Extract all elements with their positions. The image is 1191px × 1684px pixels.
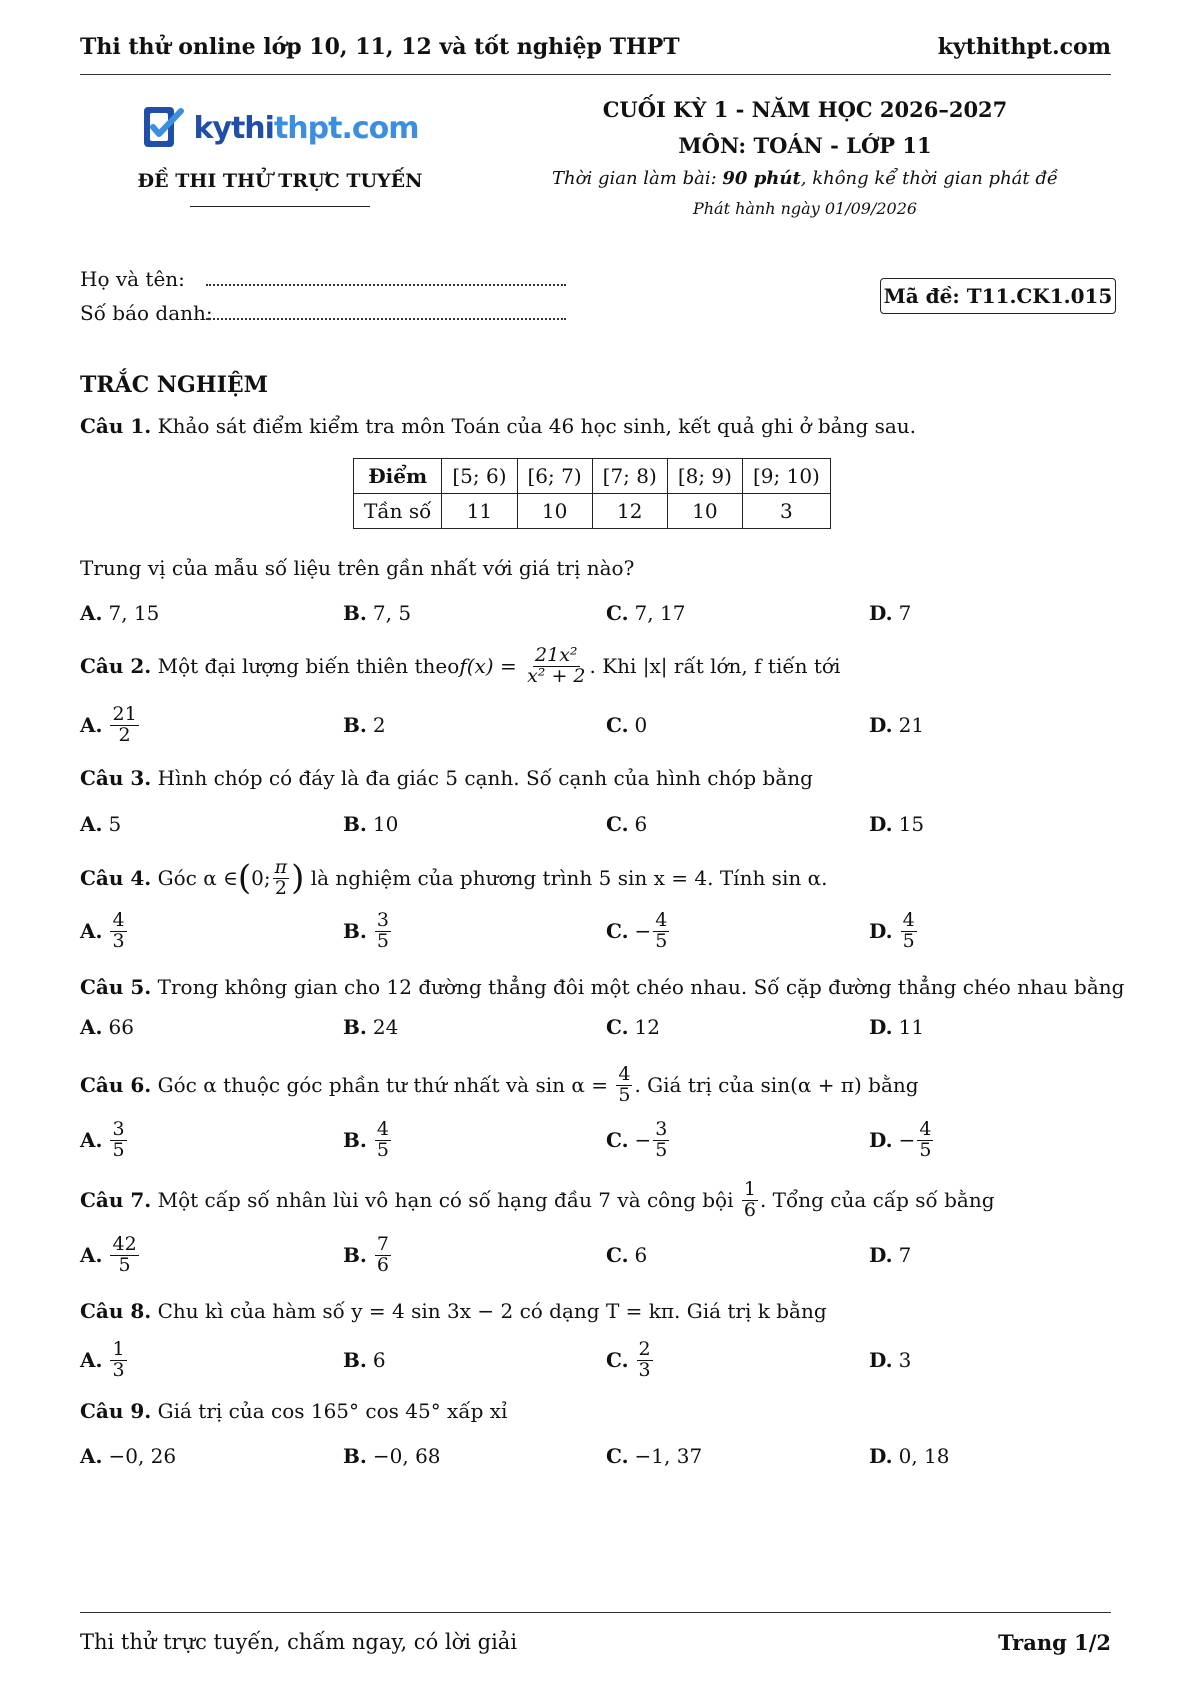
answer-option-c[interactable] [606,700,647,750]
option-label: C. [606,1128,629,1152]
question-text: Trong không gian cho 12 đường thẳng đôi một chéo nhau. Số cặp đường thẳng chéo nhau bằng [157,975,1125,999]
denominator: 5 [376,929,389,952]
answer-options-q4 [80,906,1120,956]
site-logo[interactable] [110,100,450,156]
answer-option-b[interactable] [343,588,411,638]
fraction [110,702,138,746]
option-label: A. [80,1243,103,1267]
option-value: 15 [898,812,925,836]
subtitle-rule [190,206,370,207]
denominator: 3 [112,929,125,952]
option-label: A. [80,1348,103,1372]
logo-part-2: thpt.com [273,110,419,146]
denominator: 5 [118,1253,131,1276]
function-expr: f(x) = [459,654,517,678]
fraction [653,908,669,952]
answer-option-d[interactable] [869,1115,935,1165]
id-label: Số báo danh: [80,301,213,325]
fraction [917,1117,933,1161]
close-paren: ) [291,858,305,898]
answer-option-d[interactable] [869,799,924,849]
option-label: D. [869,1128,893,1152]
exam-type-subtitle: ĐỀ THI THỬ TRỰC TUYẾN [137,170,423,192]
question-text: Khảo sát điểm kiểm tra môn Toán của 46 học sinh, kết quả ghi ở bảng sau. [157,414,917,438]
numerator: 42 [112,1232,137,1255]
option-label: C. [606,1348,629,1372]
question-text: Góc α thuộc góc phần tư thứ nhất và sin α = [157,1073,608,1097]
option-value: 3 [898,1348,912,1372]
option-label: D. [869,1348,893,1372]
numerator: 21 [112,702,137,725]
answer-option-b[interactable] [343,1335,386,1385]
answer-option-a[interactable] [80,1002,134,1052]
option-value: 11 [898,1015,925,1039]
id-field-row [80,296,566,330]
option-value: 7, 17 [634,601,686,625]
answer-options-q8 [80,1335,1120,1385]
denominator: x² + 2 [527,664,586,687]
header-left-text: Thi thử online lớp 10, 11, 12 và tốt nghiệp THPT [80,34,680,60]
option-value: 24 [372,1015,399,1039]
numerator: 4 [618,1062,631,1085]
fraction [742,1177,758,1221]
question-number: Câu 3. [80,766,152,790]
question-text: Một đại lượng biến thiên theo [157,654,460,678]
table-cell: [6; 7) [517,459,592,494]
option-label: D. [869,1444,893,1468]
numerator: 4 [655,908,668,931]
answer-option-c[interactable] [606,1002,660,1052]
question-text: Chu kì của hàm số y = 4 sin 3x − 2 có dạng T = kπ. Giá trị k bằng [157,1299,827,1323]
option-label: D. [869,601,893,625]
question-3 [80,766,1131,790]
question-9 [80,1399,1131,1423]
logo-block [110,100,450,207]
option-label: C. [606,1243,629,1267]
option-value: 7 [898,601,912,625]
denominator: 5 [655,1138,668,1161]
answer-option-a[interactable] [80,588,159,638]
question-5 [80,975,1131,999]
table-cell: [7; 8) [592,459,667,494]
table-cell: 3 [742,494,830,529]
table-cell: [8; 9) [667,459,742,494]
logo-checkmark-icon [141,103,187,153]
option-value: 6 [634,1243,648,1267]
name-field-row [80,262,566,296]
answer-option-b[interactable] [343,700,386,750]
question-6 [80,1057,1131,1113]
numerator: 4 [376,1117,389,1140]
option-sign: − [634,1128,652,1152]
duration-suffix: , không kể thời gian phát đề [800,168,1058,189]
question-text-tail: . Giá trị của sin(α + π) bằng [634,1073,919,1097]
numerator: 3 [376,908,389,931]
answer-option-c[interactable] [606,1230,647,1280]
answer-option-c[interactable] [606,799,647,849]
denominator: 5 [919,1138,932,1161]
header-site-link[interactable]: kythithpt.com [937,34,1111,60]
answer-option-a[interactable] [80,906,129,956]
fraction [525,643,587,687]
option-sign: − [634,919,652,943]
answer-option-a[interactable] [80,1335,129,1385]
option-label: C. [606,812,629,836]
option-label: C. [606,713,629,737]
question-number: Câu 6. [80,1073,152,1097]
footer-rule [80,1612,1111,1613]
question-text: Một cấp số nhân lùi vô hạn có số hạng đầu 7 và công bội [157,1188,734,1212]
answer-option-c[interactable] [606,1431,702,1481]
answer-options-q2 [80,700,1120,750]
table-cell: [9; 10) [742,459,830,494]
name-input-line[interactable] [206,266,566,286]
denominator: 2 [118,723,131,746]
fraction [616,1062,632,1106]
answer-option-b[interactable] [343,1115,393,1165]
answer-option-c[interactable] [606,906,671,956]
exam-title: CUỐI KỲ 1 - NĂM HỌC 2026–2027 [602,97,1008,122]
option-label: A. [80,713,103,737]
exam-release-date: Phát hành ngày 01/09/2026 [692,199,918,218]
option-value: 7, 15 [108,601,160,625]
answer-option-a[interactable] [80,1230,141,1280]
option-value: 21 [898,713,925,737]
answer-option-b[interactable] [343,906,393,956]
answer-option-c[interactable] [606,588,685,638]
answer-option-d[interactable] [869,1230,911,1280]
option-value: 0 [634,713,648,737]
answer-options-q7 [80,1230,1120,1280]
option-label: A. [80,1444,103,1468]
option-value: 2 [372,713,386,737]
option-value: 7, 5 [372,601,412,625]
option-value: −0, 68 [372,1444,441,1468]
answer-option-d[interactable] [869,1002,924,1052]
option-label: A. [80,1128,103,1152]
option-label: D. [869,919,893,943]
question-number: Câu 4. [80,866,152,890]
running-header [80,20,1111,75]
page-number: Trang 1/2 [998,1630,1111,1655]
answer-options-q3 [80,799,1120,849]
answer-options-q9 [80,1431,1120,1481]
option-label: A. [80,812,103,836]
fraction [653,1117,669,1161]
option-value: 0, 18 [898,1444,950,1468]
page-footer [80,1630,1111,1655]
option-label: D. [869,812,893,836]
question-number: Câu 5. [80,975,152,999]
numerator: 4 [919,1117,932,1140]
fraction [110,1117,126,1161]
option-label: A. [80,601,103,625]
answer-options-q6 [80,1115,1120,1165]
logo-part-1: kythi [193,110,274,146]
numerator: 3 [655,1117,668,1140]
option-label: C. [606,919,629,943]
section-title: TRẮC NGHIỆM [80,372,268,398]
table-cell: 10 [667,494,742,529]
question-number: Câu 9. [80,1399,152,1423]
numerator: 1 [112,1337,125,1360]
exam-info-block [545,92,1065,218]
denominator: 6 [376,1253,389,1276]
option-value: 12 [634,1015,660,1039]
option-label: B. [343,1128,367,1152]
option-label: B. [343,713,367,737]
denominator: 6 [743,1198,756,1221]
table-cell: Tần số [354,494,442,529]
answer-option-b[interactable] [343,799,398,849]
answer-option-b[interactable] [343,1002,398,1052]
table-cell: 10 [517,494,592,529]
option-value: 6 [372,1348,386,1372]
option-label: B. [343,601,367,625]
table-cell: 11 [442,494,517,529]
option-label: A. [80,919,103,943]
option-label: D. [869,1243,893,1267]
denominator: 2 [274,876,287,899]
fraction [273,855,290,899]
denominator: 5 [112,1138,125,1161]
answer-option-c[interactable] [606,1115,671,1165]
question-number: Câu 2. [80,654,152,678]
question-7 [80,1172,1131,1228]
option-label: B. [343,919,367,943]
answer-option-c[interactable] [606,1335,655,1385]
fraction [375,1117,391,1161]
option-label: B. [343,1015,367,1039]
answer-option-b[interactable] [343,1230,393,1280]
fraction [110,1337,126,1381]
answer-option-a[interactable] [80,799,121,849]
interval-left: 0; [251,866,271,890]
candidate-fields [80,262,566,330]
fraction [110,1232,138,1276]
answer-option-a[interactable] [80,1115,129,1165]
option-label: A. [80,1015,103,1039]
table-cell: [5; 6) [442,459,517,494]
option-value: 66 [108,1015,134,1039]
answer-option-d[interactable] [869,1335,911,1385]
answer-options-q1 [80,588,1120,638]
numerator: 4 [112,908,125,931]
option-value: 10 [372,812,399,836]
table-cell: Điểm [354,459,442,494]
option-value: −1, 37 [634,1444,703,1468]
option-value: 7 [898,1243,912,1267]
question-8 [80,1299,1131,1323]
duration-value: 90 phút [722,168,801,189]
numerator: 21x² [535,643,578,666]
answer-option-b[interactable] [343,1431,441,1481]
question-number: Câu 8. [80,1299,152,1323]
question-text: Hình chóp có đáy là đa giác 5 cạnh. Số cạnh của hình chóp bằng [157,766,813,790]
numerator: 4 [902,908,915,931]
option-label: B. [343,812,367,836]
fraction [110,908,126,952]
answer-options-q5 [80,1002,1120,1052]
option-label: C. [606,1015,629,1039]
question-1-prompt: Trung vị của mẫu số liệu trên gần nhất với giá trị nào? [80,556,635,580]
denominator: 5 [376,1138,389,1161]
question-text-tail: . Tổng của cấp số bằng [759,1188,995,1212]
numerator: 2 [638,1337,651,1360]
fraction [901,908,917,952]
table-row [354,494,831,529]
option-label: B. [343,1348,367,1372]
option-label: C. [606,601,629,625]
denominator: 5 [902,929,915,952]
option-label: B. [343,1243,367,1267]
denominator: 3 [638,1358,651,1381]
question-text-tail: . Khi |x| rất lớn, f tiến tới [589,654,841,678]
option-label: C. [606,1444,629,1468]
question-text: Góc α ∈ [157,866,238,890]
answer-option-d[interactable] [869,700,924,750]
duration-prefix: Thời gian làm bài: [552,168,723,189]
exam-duration [545,168,1065,189]
fraction [375,908,391,952]
answer-option-a[interactable] [80,1431,176,1481]
fraction [375,1232,391,1276]
answer-option-d[interactable] [869,588,911,638]
question-text-tail: là nghiệm của phương trình 5 sin x = 4. Tính sin α. [310,866,828,890]
answer-option-d[interactable] [869,906,919,956]
table-cell: 12 [592,494,667,529]
exam-code-box: Mã đề: T11.CK1.015 [880,278,1116,314]
question-2 [80,638,1131,694]
open-paren: ( [237,858,252,898]
question-number: Câu 7. [80,1188,152,1212]
frequency-table [353,458,831,529]
logo-wordmark [193,111,418,146]
numerator: 1 [743,1177,756,1200]
answer-option-d[interactable] [869,1431,949,1481]
question-text: Giá trị của cos 165° cos 45° xấp xỉ [157,1399,508,1423]
numerator: 3 [112,1117,125,1140]
option-label: D. [869,1015,893,1039]
question-1 [80,414,1131,438]
numerator: 7 [376,1232,389,1255]
option-value: 6 [634,812,648,836]
footer-tagline: Thi thử trực tuyến, chấm ngay, có lời giải [80,1630,518,1654]
option-sign: − [898,1128,916,1152]
option-value: −0, 26 [108,1444,177,1468]
fraction [637,1337,653,1381]
numerator: π [274,855,288,878]
denominator: 3 [112,1358,125,1381]
id-input-line[interactable] [206,300,566,320]
denominator: 5 [618,1083,631,1106]
denominator: 5 [655,929,668,952]
question-4 [80,850,1131,906]
answer-option-a[interactable] [80,700,141,750]
table-row [354,459,831,494]
option-label: D. [869,713,893,737]
exam-subject: MÔN: TOÁN - LỚP 11 [678,133,932,158]
option-value: 5 [108,812,122,836]
name-label: Họ và tên: [80,267,185,291]
option-label: B. [343,1444,367,1468]
question-number: Câu 1. [80,414,152,438]
